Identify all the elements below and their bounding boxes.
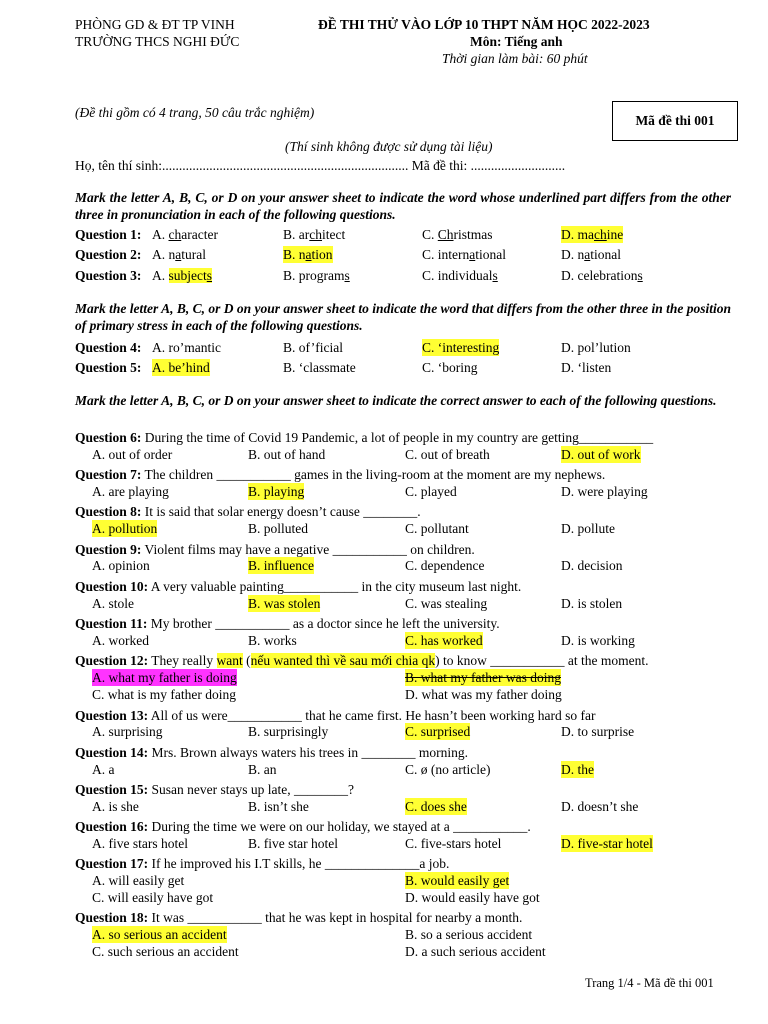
q3-option-c: C. individuals <box>422 268 498 283</box>
q5-label: Question 5: <box>75 360 142 375</box>
q5-option-d: D. ‘listen <box>561 360 612 375</box>
q12-option-d: D. what was my father doing <box>405 687 562 702</box>
q13-option-c: C. surprised <box>405 724 471 739</box>
q4-option-d: D. pol’lution <box>561 340 631 355</box>
q16-option-c: C. five-stars hotel <box>405 836 502 851</box>
q1-option-d: D. machine <box>561 227 624 242</box>
q6-option-a: A. out of order <box>92 447 173 462</box>
q6-option-c: C. out of breath <box>405 447 490 462</box>
q12-option-b: B. what my father was doing <box>405 670 561 685</box>
q18-option-a: A. so serious an accident <box>92 927 227 942</box>
q3-option-a: A. subjects <box>152 268 213 283</box>
q14-option-b: B. an <box>248 762 277 777</box>
q13-stem: Question 13: All of us were___________ that he came first. He hasn’t been working hard so far <box>75 708 596 723</box>
q18-option-b: B. so a serious accident <box>405 927 533 942</box>
q7-option-a: A. are playing <box>92 484 169 499</box>
q9-option-a: A. opinion <box>92 558 150 573</box>
q8-option-c: C. pollutant <box>405 521 469 536</box>
q14-stem: Question 14: Mrs. Brown always waters his trees in ________ morning. <box>75 745 468 760</box>
q10-option-d: D. is stolen <box>561 596 623 611</box>
q9-stem: Question 9: Violent films may have a negative ___________ on children. <box>75 542 475 557</box>
q10-option-c: C. was stealing <box>405 596 488 611</box>
q10-stem: Question 10: A very valuable painting___________ in the city museum last night. <box>75 579 522 594</box>
q8-stem: Question 8: It is said that solar energy doesn’t cause ________. <box>75 504 421 519</box>
q1-option-b: B. architect <box>283 227 346 242</box>
exam-subject: Môn: Tiếng anh <box>470 34 563 49</box>
page-footer: Trang 1/4 - Mã đề thi 001 <box>585 976 714 990</box>
q13-option-b: B. surprisingly <box>248 724 329 739</box>
q15-option-c: C. does she <box>405 799 467 814</box>
q3-label: Question 3: <box>75 268 142 283</box>
q16-option-a: A. five stars hotel <box>92 836 188 851</box>
q8-option-b: B. polluted <box>248 521 308 536</box>
q4-option-b: B. of’ficial <box>283 340 343 355</box>
q17-stem: Question 17: If he improved his I.T skills, he ______________a job. <box>75 856 450 871</box>
q7-option-b: B. playing <box>248 484 305 499</box>
q17-option-a: A. will easily get <box>92 873 185 888</box>
q11-option-b: B. works <box>248 633 297 648</box>
pages-note: (Đề thi gồm có 4 trang, 50 câu trắc nghiệm) <box>75 105 315 120</box>
q12-option-a: A. what my father is doing <box>92 670 237 685</box>
q15-option-d: D. doesn’t she <box>561 799 639 814</box>
q7-option-c: C. played <box>405 484 457 499</box>
q6-option-d: D. out of work <box>561 447 641 462</box>
exam-title: ĐỀ THI THỬ VÀO LỚP 10 THPT NĂM HỌC 2022-2023 <box>318 17 650 32</box>
q2-option-c: C. international <box>422 247 507 262</box>
q18-stem: Question 18: It was ___________ that he was kept in hospital for nearby a month. <box>75 910 523 925</box>
q18-option-c: C. such serious an accident <box>92 944 239 959</box>
q14-option-a: A. a <box>92 762 115 777</box>
q18-option-d: D. a such serious accident <box>405 944 546 959</box>
q6-option-b: B. out of hand <box>248 447 326 462</box>
q5-option-b: B. ‘classmate <box>283 360 356 375</box>
q16-option-d: D. five-star hotel <box>561 836 653 851</box>
exam-time: Thời gian làm bài: 60 phút <box>442 51 588 66</box>
q15-option-a: A. is she <box>92 799 139 814</box>
q13-option-d: D. to surprise <box>561 724 635 739</box>
q10-option-a: A. stole <box>92 596 134 611</box>
exam-code-box: Mã đề thi 001 <box>612 101 738 141</box>
q2-option-b: B. nation <box>283 247 333 262</box>
q2-option-a: A. natural <box>152 247 206 262</box>
q11-option-c: C. has worked <box>405 633 483 648</box>
q1-option-c: C. Christmas <box>422 227 493 242</box>
q9-option-b: B. influence <box>248 558 314 573</box>
q1-label: Question 1: <box>75 227 142 242</box>
section1-instruction: Mark the letter A, B, C, or D on your answer sheet to indicate the word whose underlined part differs from the other three in pronunciation in each of the following questions. <box>75 190 731 222</box>
q17-option-b: B. would easily get <box>405 873 510 888</box>
q4-option-c: C. ‘interesting <box>422 340 500 355</box>
q2-option-d: D. national <box>561 247 621 262</box>
section3-instruction: Mark the letter A, B, C, or D on your answer sheet to indicate the correct answer to each of the following questions. <box>75 393 717 408</box>
q9-option-c: C. dependence <box>405 558 485 573</box>
q17-option-c: C. will easily have got <box>92 890 214 905</box>
materials-note: (Thí sinh không được sử dụng tài liệu) <box>285 139 493 154</box>
q7-option-d: D. were playing <box>561 484 648 499</box>
q11-stem: Question 11: My brother ___________ as a doctor since he left the university. <box>75 616 500 631</box>
section2-instruction: Mark the letter A, B, C, or D on your answer sheet to indicate the word that differs from the other three in the position of primary stress in each of the following questions. <box>75 301 731 333</box>
q4-label: Question 4: <box>75 340 142 355</box>
q14-option-d: D. the <box>561 762 594 777</box>
student-info-line: Họ, tên thí sinh:......................................................................... Mã đề thi: ............................ <box>75 158 566 173</box>
q16-stem: Question 16: During the time we were on our holiday, we stayed at a ___________. <box>75 819 531 834</box>
q11-option-a: A. worked <box>92 633 149 648</box>
q1-option-a: A. character <box>152 227 218 242</box>
q14-option-c: C. ø (no article) <box>405 762 491 777</box>
q5-option-c: C. ‘boring <box>422 360 478 375</box>
q13-option-a: A. surprising <box>92 724 163 739</box>
q2-label: Question 2: <box>75 247 142 262</box>
q12-option-c: C. what is my father doing <box>92 687 236 702</box>
q16-option-b: B. five star hotel <box>248 836 338 851</box>
q15-option-b: B. isn’t she <box>248 799 309 814</box>
q3-option-d: D. celebrations <box>561 268 643 283</box>
q9-option-d: D. decision <box>561 558 623 573</box>
q15-stem: Question 15: Susan never stays up late, ________? <box>75 782 354 797</box>
q10-option-b: B. was stolen <box>248 596 321 611</box>
school-dept: PHÒNG GD & ĐT TP VINH <box>75 17 235 32</box>
school-name: TRƯỜNG THCS NGHI ĐỨC <box>75 34 240 49</box>
q5-option-a: A. be’hind <box>152 360 210 375</box>
q7-stem: Question 7: The children ___________ games in the living-room at the moment are my nephews. <box>75 467 606 482</box>
q17-option-d: D. would easily have got <box>405 890 540 905</box>
q12-stem: Question 12: They really want (nếu wanted thì về sau mới chia qk) to know ___________ at the moment. <box>75 653 649 668</box>
q3-option-b: B. programs <box>283 268 350 283</box>
q4-option-a: A. ro’mantic <box>152 340 221 355</box>
q6-stem: Question 6: During the time of Covid 19 Pandemic, a lot of people in my country are getting___________ <box>75 430 654 445</box>
q8-option-d: D. pollute <box>561 521 615 536</box>
q11-option-d: D. is working <box>561 633 635 648</box>
q8-option-a: A. pollution <box>92 521 158 536</box>
